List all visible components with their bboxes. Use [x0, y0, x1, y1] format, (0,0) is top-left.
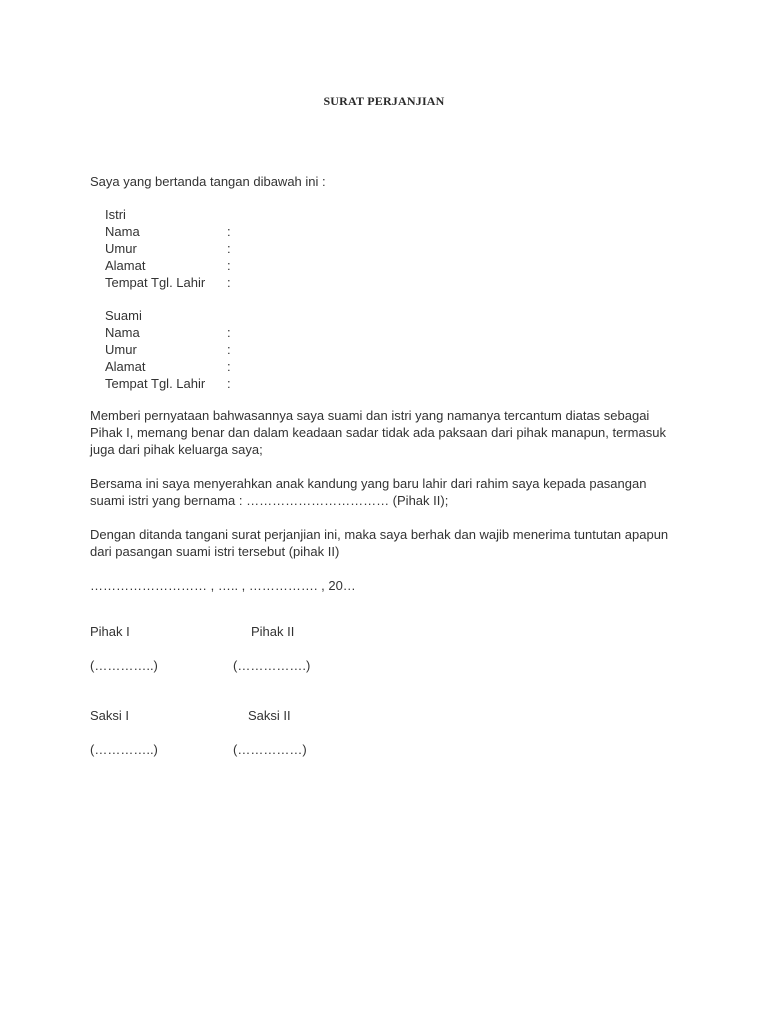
paragraph-line: Bersama ini saya menyerahkan anak kandung yang baru lahir dari rahim saya kepada pasangan	[90, 476, 647, 491]
field-colon: :	[227, 224, 231, 239]
pihak-ii-label: Pihak II	[251, 624, 295, 639]
paragraph-line: suami istri yang bernama : …………………………… (Pihak II);	[90, 493, 449, 508]
suami-field-umur	[105, 341, 231, 358]
istri-field-umur	[105, 240, 231, 257]
field-label: Nama	[105, 224, 140, 239]
field-label: Tempat Tgl. Lahir	[105, 275, 206, 290]
saksi-i-signature: (…………..)	[90, 742, 158, 757]
field-colon: :	[227, 275, 231, 290]
pihak-i-signature: (…………..)	[90, 658, 158, 673]
paragraph-rights	[90, 526, 690, 560]
suami-field-alamat	[105, 358, 231, 375]
istri-field-alamat	[105, 257, 231, 274]
saksi-ii-label: Saksi II	[248, 708, 291, 723]
suami-heading: Suami	[105, 308, 142, 323]
pihak-i-label: Pihak I	[90, 624, 130, 639]
intro-text: Saya yang bertanda tangan dibawah ini :	[90, 174, 326, 189]
saksi-i-label: Saksi I	[90, 708, 130, 723]
suami-field-nama	[105, 324, 231, 341]
date-place-line: ……………………… , ….. , ……………. , 20…	[90, 578, 356, 593]
suami-section	[105, 307, 231, 392]
istri-section	[105, 206, 231, 291]
field-label: Umur	[105, 342, 137, 357]
paragraph-line: dari pasangan suami istri tersebut (pihak II)	[90, 544, 340, 559]
paragraph-line: Pihak I, memang benar dan dalam keadaan sadar tidak ada paksaan dari pihak manapun, termasuk	[90, 425, 666, 440]
field-colon: :	[227, 241, 231, 256]
field-colon: :	[227, 376, 231, 391]
field-label: Tempat Tgl. Lahir	[105, 376, 206, 391]
paragraph-statement	[90, 407, 690, 458]
field-label: Alamat	[105, 359, 146, 374]
saksi-ii-signature: (……………)	[233, 742, 307, 757]
field-colon: :	[227, 258, 231, 273]
field-colon: :	[227, 325, 231, 340]
istri-field-ttl	[105, 274, 231, 291]
field-colon: :	[227, 342, 231, 357]
istri-field-nama	[105, 223, 231, 240]
field-colon: :	[227, 359, 231, 374]
paragraph-line: juga dari pihak keluarga saya;	[90, 442, 263, 457]
document-title: SURAT PERJANJIAN	[323, 94, 445, 108]
field-label: Umur	[105, 241, 137, 256]
field-label: Alamat	[105, 258, 146, 273]
pihak-ii-signature: (…………….)	[233, 658, 311, 673]
suami-field-ttl	[105, 375, 231, 392]
paragraph-line: Dengan ditanda tangani surat perjanjian ini, maka saya berhak dan wajib menerima tuntutan apapun	[90, 527, 669, 542]
istri-heading: Istri	[105, 207, 126, 222]
field-label: Nama	[105, 325, 140, 340]
paragraph-handover	[90, 475, 690, 509]
paragraph-line: Memberi pernyataan bahwasannya saya suami dan istri yang namanya tercantum diatas sebagai	[90, 408, 650, 423]
